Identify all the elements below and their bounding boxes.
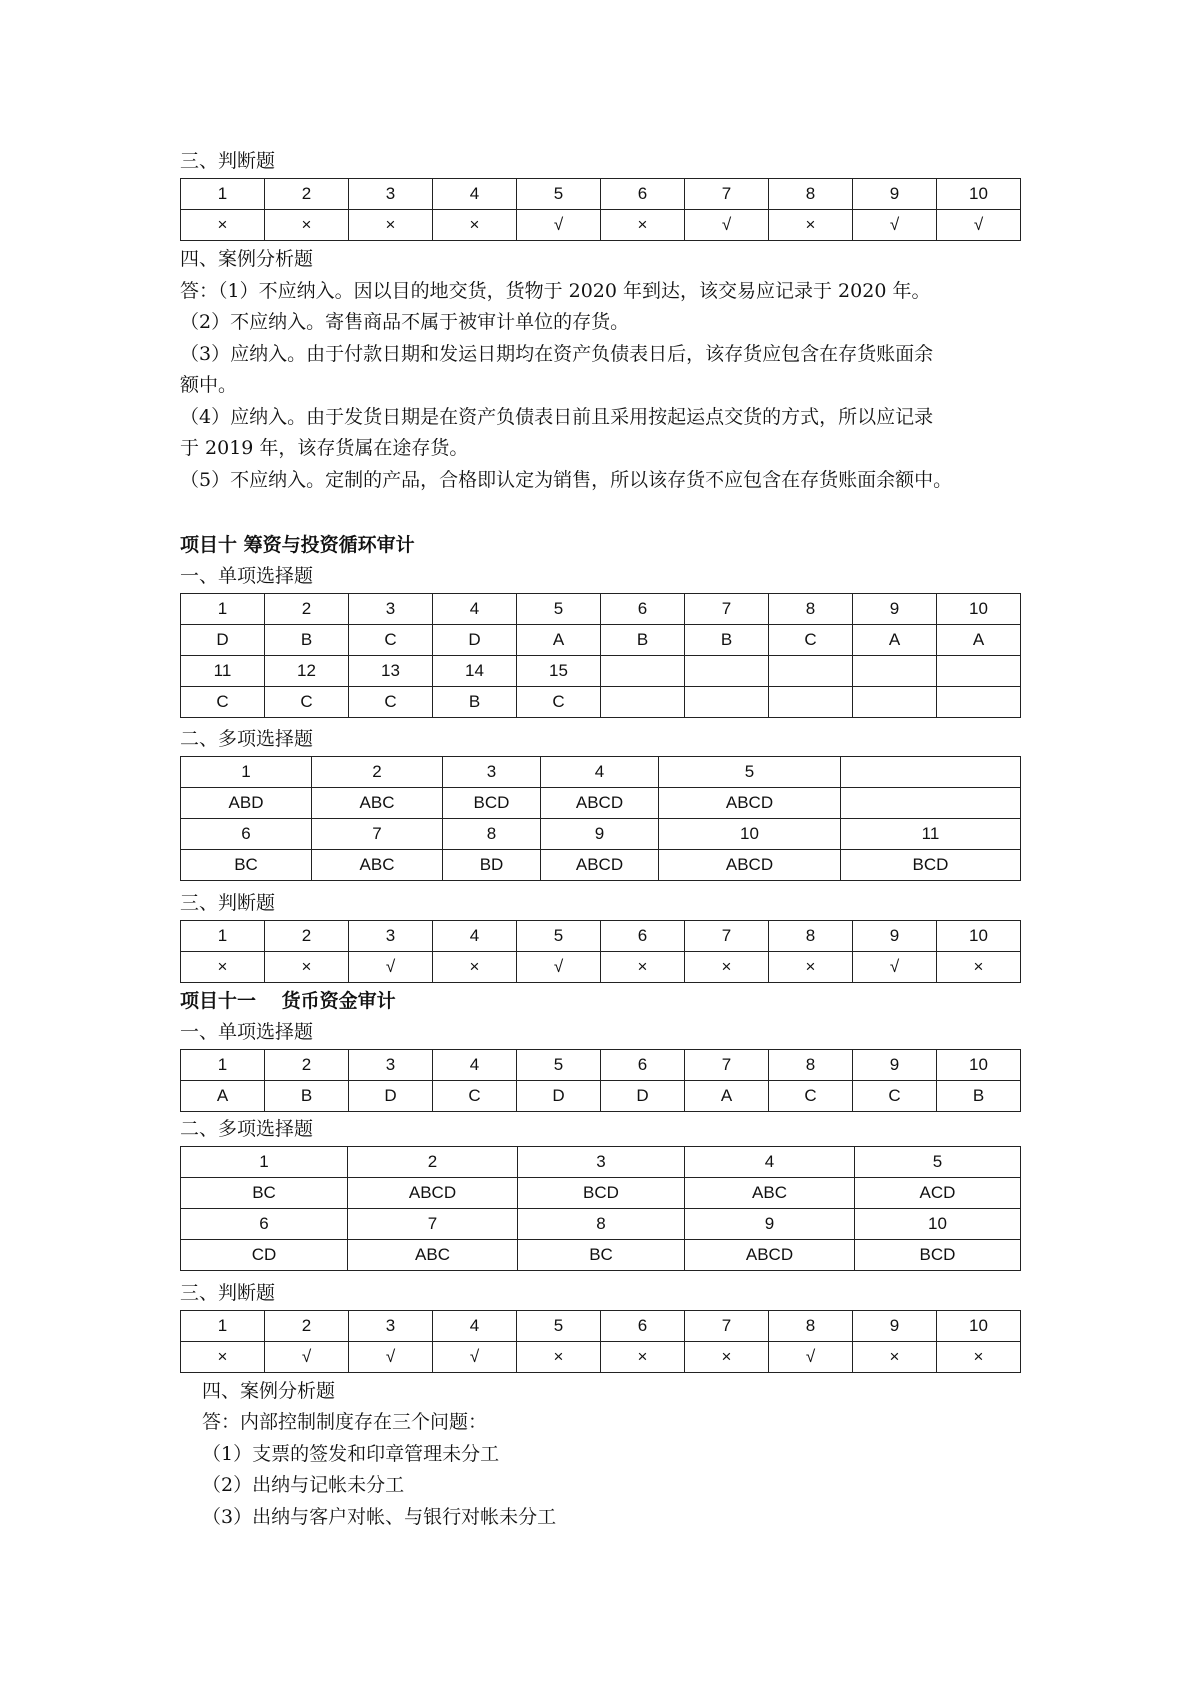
answer-cell: ABD bbox=[181, 788, 312, 819]
answer-cell: D bbox=[181, 625, 265, 656]
answer-row bbox=[181, 1081, 1021, 1112]
question-number-cell: 8 bbox=[769, 1050, 853, 1081]
answer-cell: B bbox=[433, 687, 517, 718]
answer-cell: D bbox=[601, 1081, 685, 1112]
answer-cell: × bbox=[769, 210, 853, 241]
question-number-cell: 7 bbox=[685, 921, 769, 952]
question-number-cell: 10 bbox=[855, 1209, 1021, 1240]
question-number-cell: 6 bbox=[601, 1050, 685, 1081]
question-number-cell: 10 bbox=[937, 921, 1021, 952]
answer-cell: √ bbox=[433, 1342, 517, 1373]
case-line: 答：（1）不应纳入。因以目的地交货，货物于 2020 年到达，该交易应记录于 2020 年。 bbox=[180, 280, 931, 302]
mc-table bbox=[180, 756, 1021, 881]
answer-cell: √ bbox=[349, 952, 433, 983]
case-line: （2）出纳与记帐未分工 bbox=[202, 1474, 405, 1496]
question-number-cell: 4 bbox=[433, 1311, 517, 1342]
tf-heading: 三、判断题 bbox=[180, 150, 276, 172]
sc-heading: 一、单项选择题 bbox=[180, 1021, 314, 1043]
question-number-cell: 6 bbox=[181, 1209, 348, 1240]
question-number-cell: 8 bbox=[769, 179, 853, 210]
answer-cell: × bbox=[937, 1342, 1021, 1373]
answer-cell: ABCD bbox=[348, 1178, 518, 1209]
question-number-cell: 1 bbox=[181, 921, 265, 952]
answer-cell: BC bbox=[181, 850, 312, 881]
question-number-cell: 6 bbox=[181, 819, 312, 850]
answer-cell: × bbox=[685, 1342, 769, 1373]
case-line: （2）不应纳入。寄售商品不属于被审计单位的存货。 bbox=[180, 311, 630, 333]
question-number-cell: 6 bbox=[601, 179, 685, 210]
sc-table bbox=[180, 593, 1021, 718]
question-number-row bbox=[181, 1209, 1021, 1240]
answer-row bbox=[181, 1178, 1021, 1209]
question-number-cell: 8 bbox=[443, 819, 541, 850]
question-number-cell: 9 bbox=[853, 1311, 937, 1342]
answer-cell: B bbox=[265, 1081, 349, 1112]
mc-heading: 二、多项选择题 bbox=[180, 728, 314, 750]
question-number-cell: 3 bbox=[349, 1311, 433, 1342]
question-number-cell: 3 bbox=[443, 757, 541, 788]
answer-cell: √ bbox=[853, 952, 937, 983]
answer-row bbox=[181, 788, 1021, 819]
answer-cell: B bbox=[937, 1081, 1021, 1112]
mc-heading: 二、多项选择题 bbox=[180, 1118, 314, 1140]
answer-row bbox=[181, 687, 1021, 718]
answer-cell: ABC bbox=[685, 1178, 855, 1209]
answer-cell: ACD bbox=[855, 1178, 1021, 1209]
tf-table bbox=[180, 1310, 1021, 1373]
answer-cell: × bbox=[181, 1342, 265, 1373]
tf-heading: 三、判断题 bbox=[180, 1282, 276, 1304]
answer-cell: C bbox=[181, 687, 265, 718]
question-number-cell: 4 bbox=[685, 1147, 855, 1178]
question-number-cell: 9 bbox=[853, 921, 937, 952]
answer-cell: BC bbox=[518, 1240, 685, 1271]
question-number-row bbox=[181, 757, 1021, 788]
answer-row bbox=[181, 625, 1021, 656]
answer-cell: BC bbox=[181, 1178, 348, 1209]
question-number-row bbox=[181, 1147, 1021, 1178]
question-number-cell: 2 bbox=[265, 1311, 349, 1342]
question-number-cell: 1 bbox=[181, 594, 265, 625]
question-number-cell: 1 bbox=[181, 1311, 265, 1342]
answer-cell: ABC bbox=[312, 850, 443, 881]
question-number-cell: 7 bbox=[685, 594, 769, 625]
question-number-cell: 1 bbox=[181, 179, 265, 210]
answer-cell: × bbox=[181, 952, 265, 983]
answer-cell: ABCD bbox=[541, 788, 659, 819]
answer-cell: ABCD bbox=[685, 1240, 855, 1271]
answer-row bbox=[181, 1342, 1021, 1373]
answer-cell: √ bbox=[265, 1342, 349, 1373]
question-number-cell: 5 bbox=[517, 1311, 601, 1342]
question-number-cell bbox=[685, 656, 769, 687]
question-number-cell: 1 bbox=[181, 1050, 265, 1081]
question-number-cell: 2 bbox=[348, 1147, 518, 1178]
case-line: 于 2019 年，该存货属在途存货。 bbox=[180, 437, 469, 459]
question-number-cell: 6 bbox=[601, 1311, 685, 1342]
answer-cell: × bbox=[181, 210, 265, 241]
question-number-cell: 7 bbox=[685, 179, 769, 210]
question-number-cell: 3 bbox=[349, 179, 433, 210]
case-line: （5）不应纳入。定制的产品，合格即认定为销售，所以该存货不应包含在存货账面余额中。 bbox=[180, 469, 953, 491]
question-number-cell: 10 bbox=[937, 1050, 1021, 1081]
question-number-row bbox=[181, 594, 1021, 625]
question-number-cell: 5 bbox=[517, 921, 601, 952]
question-number-cell: 13 bbox=[349, 656, 433, 687]
answer-cell: × bbox=[601, 952, 685, 983]
answer-row bbox=[181, 952, 1021, 983]
question-number-cell: 5 bbox=[517, 594, 601, 625]
question-number-cell: 10 bbox=[937, 594, 1021, 625]
answer-cell: √ bbox=[769, 1342, 853, 1373]
answer-row bbox=[181, 1240, 1021, 1271]
answer-cell: × bbox=[601, 1342, 685, 1373]
answer-cell: BCD bbox=[855, 1240, 1021, 1271]
question-number-cell: 9 bbox=[685, 1209, 855, 1240]
question-number-cell: 10 bbox=[937, 179, 1021, 210]
question-number-cell bbox=[841, 757, 1021, 788]
case-line: （4）应纳入。由于发货日期是在资产负债表日前且采用按起运点交货的方式，所以应记录 bbox=[180, 406, 934, 428]
question-number-cell: 10 bbox=[659, 819, 841, 850]
case-line: 答：内部控制制度存在三个问题： bbox=[202, 1411, 488, 1433]
question-number-cell: 9 bbox=[853, 594, 937, 625]
answer-cell: BCD bbox=[841, 850, 1021, 881]
answer-cell bbox=[937, 687, 1021, 718]
question-number-cell: 5 bbox=[517, 1050, 601, 1081]
question-number-cell bbox=[769, 656, 853, 687]
answer-cell: D bbox=[517, 1081, 601, 1112]
answer-cell: A bbox=[181, 1081, 265, 1112]
question-number-cell: 6 bbox=[601, 594, 685, 625]
question-number-cell: 2 bbox=[265, 594, 349, 625]
question-number-row bbox=[181, 1311, 1021, 1342]
answer-cell: A bbox=[517, 625, 601, 656]
question-number-cell: 2 bbox=[265, 179, 349, 210]
question-number-cell: 8 bbox=[518, 1209, 685, 1240]
answer-cell: C bbox=[769, 625, 853, 656]
question-number-cell: 3 bbox=[349, 921, 433, 952]
answer-cell: × bbox=[685, 952, 769, 983]
question-number-cell: 5 bbox=[517, 179, 601, 210]
answer-cell: × bbox=[853, 1342, 937, 1373]
question-number-cell bbox=[937, 656, 1021, 687]
answer-cell: √ bbox=[517, 952, 601, 983]
mc-table bbox=[180, 1146, 1021, 1271]
question-number-row bbox=[181, 656, 1021, 687]
tf-table bbox=[180, 178, 1021, 241]
answer-cell: BCD bbox=[518, 1178, 685, 1209]
answer-cell: ABC bbox=[348, 1240, 518, 1271]
question-number-cell: 5 bbox=[659, 757, 841, 788]
question-number-cell: 10 bbox=[937, 1311, 1021, 1342]
answer-cell: D bbox=[349, 1081, 433, 1112]
question-number-cell: 4 bbox=[433, 594, 517, 625]
answer-cell: D bbox=[433, 625, 517, 656]
answer-cell: ABCD bbox=[541, 850, 659, 881]
answer-cell: A bbox=[937, 625, 1021, 656]
answer-cell: × bbox=[265, 210, 349, 241]
answer-cell: CD bbox=[181, 1240, 348, 1271]
answer-cell: × bbox=[349, 210, 433, 241]
case-heading: 四、案例分析题 bbox=[202, 1380, 336, 1402]
answer-cell: C bbox=[349, 625, 433, 656]
question-number-cell bbox=[601, 656, 685, 687]
answer-cell: C bbox=[853, 1081, 937, 1112]
answer-cell: × bbox=[937, 952, 1021, 983]
question-number-cell: 3 bbox=[518, 1147, 685, 1178]
answer-cell bbox=[841, 788, 1021, 819]
answer-cell: B bbox=[601, 625, 685, 656]
question-number-row bbox=[181, 1050, 1021, 1081]
answer-cell: BCD bbox=[443, 788, 541, 819]
sc-heading: 一、单项选择题 bbox=[180, 565, 314, 587]
question-number-cell: 5 bbox=[855, 1147, 1021, 1178]
question-number-cell: 9 bbox=[853, 179, 937, 210]
answer-cell: × bbox=[769, 952, 853, 983]
answer-cell bbox=[769, 687, 853, 718]
question-number-cell: 8 bbox=[769, 1311, 853, 1342]
question-number-cell: 9 bbox=[541, 819, 659, 850]
answer-cell: C bbox=[265, 687, 349, 718]
question-number-cell: 15 bbox=[517, 656, 601, 687]
answer-cell: √ bbox=[937, 210, 1021, 241]
answer-row bbox=[181, 850, 1021, 881]
answer-cell: ABCD bbox=[659, 850, 841, 881]
answer-cell: C bbox=[433, 1081, 517, 1112]
answer-cell: C bbox=[517, 687, 601, 718]
answer-row bbox=[181, 210, 1021, 241]
case-line: （1）支票的签发和印章管理未分工 bbox=[202, 1443, 500, 1465]
question-number-cell: 3 bbox=[349, 1050, 433, 1081]
question-number-cell: 4 bbox=[433, 921, 517, 952]
question-number-row bbox=[181, 921, 1021, 952]
question-number-cell: 1 bbox=[181, 1147, 348, 1178]
answer-cell bbox=[601, 687, 685, 718]
question-number-cell: 7 bbox=[685, 1311, 769, 1342]
answer-cell: ABC bbox=[312, 788, 443, 819]
answer-cell: C bbox=[349, 687, 433, 718]
case-line: （3）出纳与客户对帐、与银行对帐未分工 bbox=[202, 1506, 557, 1528]
question-number-cell: 4 bbox=[433, 179, 517, 210]
case-heading: 四、案例分析题 bbox=[180, 248, 314, 270]
question-number-cell: 4 bbox=[433, 1050, 517, 1081]
answer-cell bbox=[685, 687, 769, 718]
answer-cell: B bbox=[265, 625, 349, 656]
question-number-cell: 8 bbox=[769, 921, 853, 952]
answer-cell: ABCD bbox=[659, 788, 841, 819]
question-number-cell: 6 bbox=[601, 921, 685, 952]
question-number-cell: 2 bbox=[265, 1050, 349, 1081]
question-number-row bbox=[181, 819, 1021, 850]
question-number-cell: 7 bbox=[312, 819, 443, 850]
question-number-cell: 12 bbox=[265, 656, 349, 687]
answer-cell: √ bbox=[685, 210, 769, 241]
answer-cell: BD bbox=[443, 850, 541, 881]
question-number-cell: 11 bbox=[841, 819, 1021, 850]
question-number-cell: 9 bbox=[853, 1050, 937, 1081]
project-title: 项目十一 货币资金审计 bbox=[180, 990, 396, 1012]
answer-cell: × bbox=[517, 1342, 601, 1373]
answer-cell: √ bbox=[349, 1342, 433, 1373]
question-number-cell: 14 bbox=[433, 656, 517, 687]
answer-cell: √ bbox=[517, 210, 601, 241]
answer-cell: √ bbox=[853, 210, 937, 241]
question-number-cell: 3 bbox=[349, 594, 433, 625]
sc-table bbox=[180, 1049, 1021, 1112]
answer-cell: × bbox=[433, 210, 517, 241]
case-line: （3）应纳入。由于付款日期和发运日期均在资产负债表日后，该存货应包含在存货账面余 bbox=[180, 343, 934, 365]
question-number-cell: 4 bbox=[541, 757, 659, 788]
answer-cell: C bbox=[769, 1081, 853, 1112]
answer-cell: × bbox=[601, 210, 685, 241]
answer-cell: × bbox=[433, 952, 517, 983]
question-number-cell: 2 bbox=[265, 921, 349, 952]
question-number-cell: 2 bbox=[312, 757, 443, 788]
question-number-cell: 11 bbox=[181, 656, 265, 687]
question-number-cell bbox=[853, 656, 937, 687]
tf-heading: 三、判断题 bbox=[180, 892, 276, 914]
answer-cell: A bbox=[685, 1081, 769, 1112]
question-number-row bbox=[181, 179, 1021, 210]
case-line: 额中。 bbox=[180, 374, 238, 396]
answer-cell bbox=[853, 687, 937, 718]
question-number-cell: 7 bbox=[348, 1209, 518, 1240]
question-number-cell: 7 bbox=[685, 1050, 769, 1081]
answer-cell: B bbox=[685, 625, 769, 656]
project-title: 项目十 筹资与投资循环审计 bbox=[180, 534, 415, 556]
question-number-cell: 1 bbox=[181, 757, 312, 788]
answer-cell: A bbox=[853, 625, 937, 656]
tf-table bbox=[180, 920, 1021, 983]
question-number-cell: 8 bbox=[769, 594, 853, 625]
answer-cell: × bbox=[265, 952, 349, 983]
